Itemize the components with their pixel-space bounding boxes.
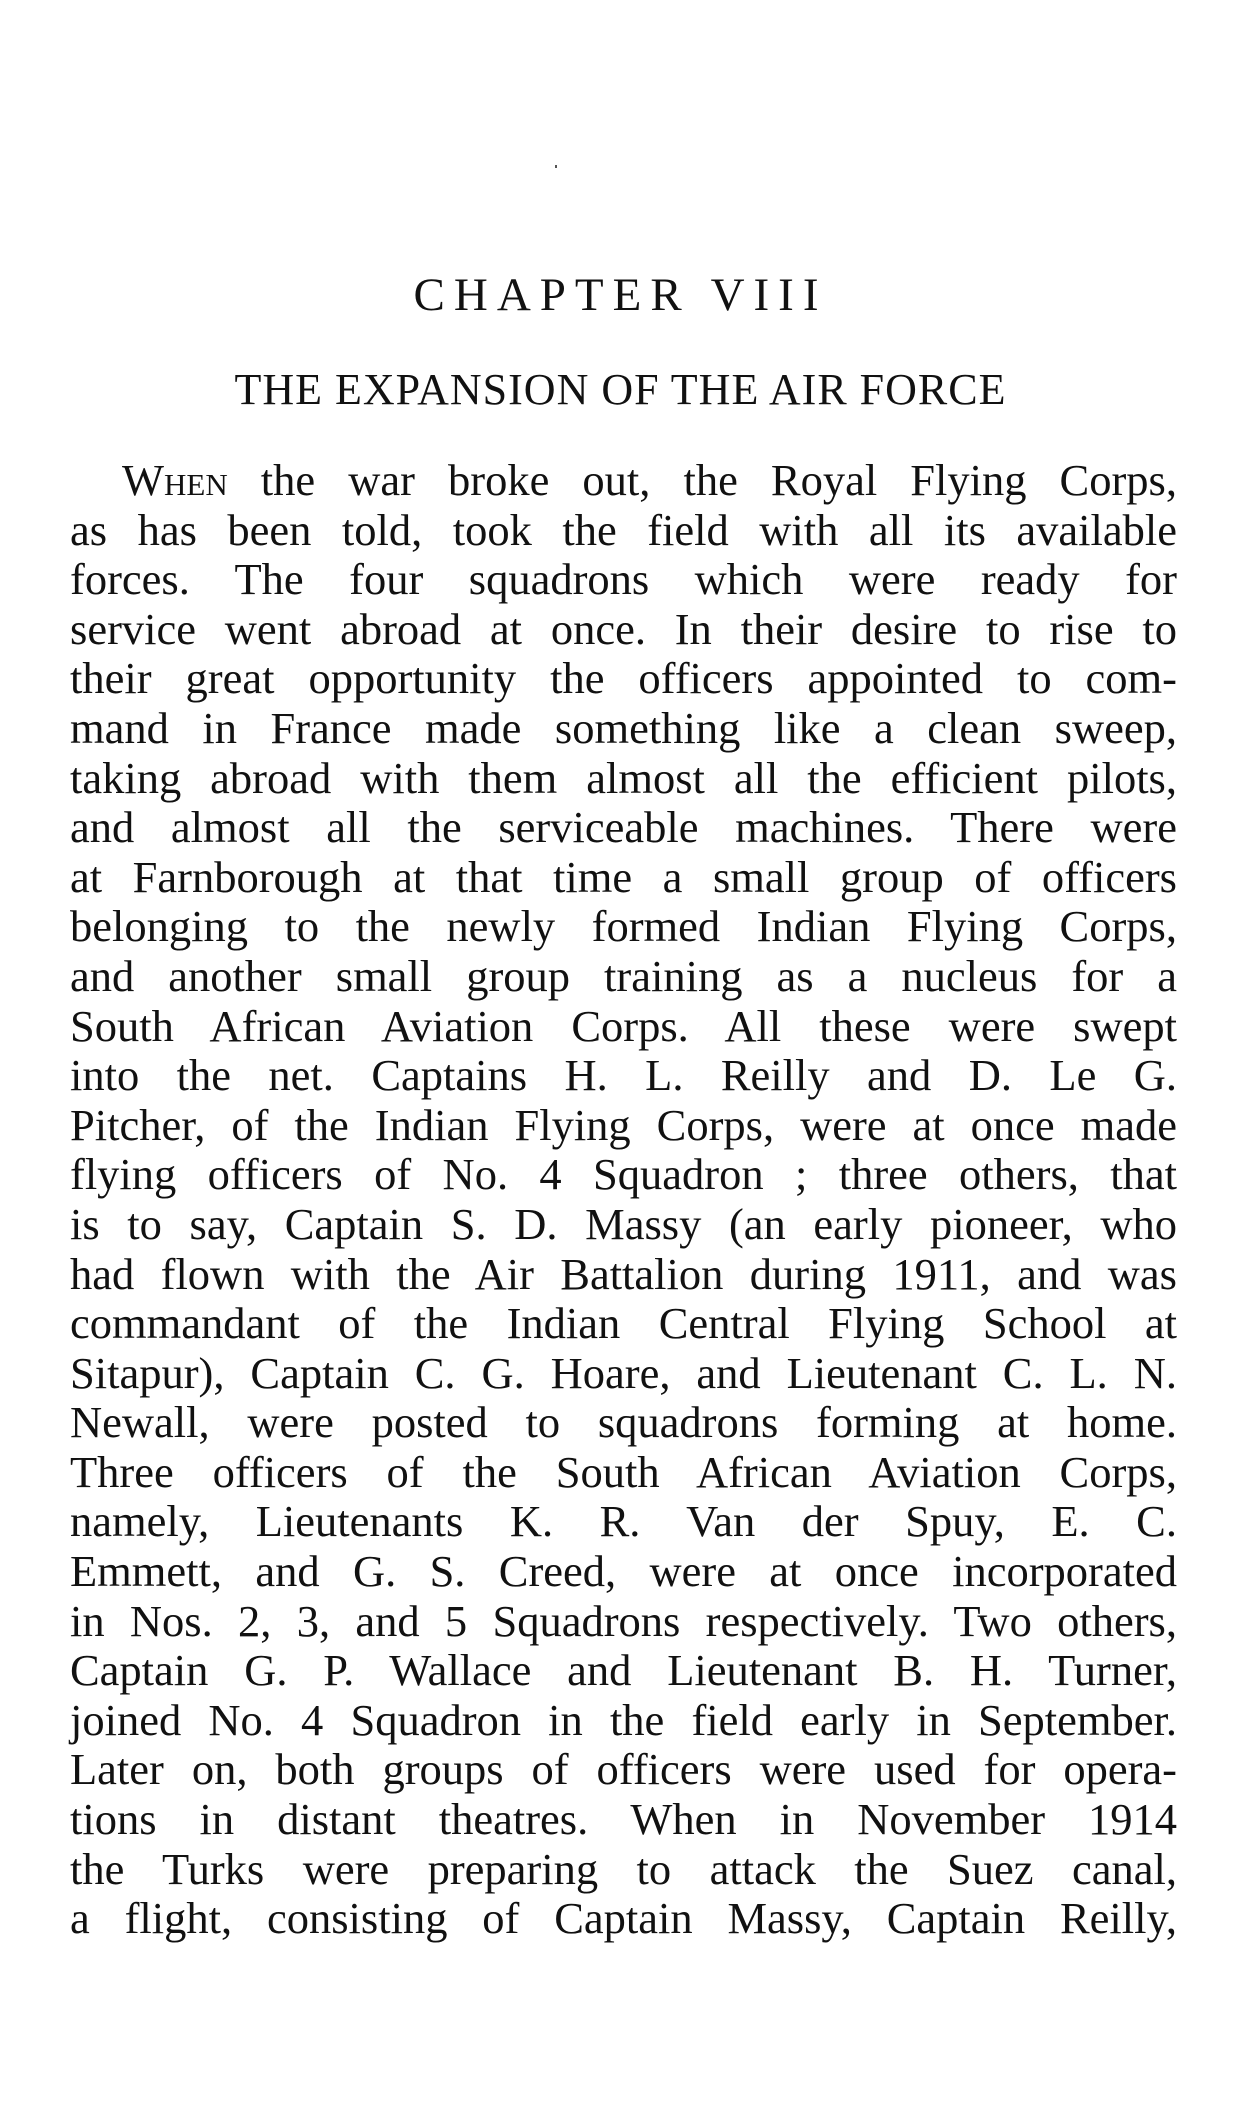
- text-line: flying officers of No. 4 Squadron ; three others, that: [70, 1149, 1177, 1200]
- drop-word: When: [122, 455, 228, 505]
- text-line: mand in France made something like a clean sweep,: [70, 702, 1177, 753]
- text-line: their great opportunity the officers appointed to com-: [70, 653, 1177, 704]
- text-line: at Farnborough at that time a small group of officers: [70, 851, 1177, 902]
- text-line: Captain G. P. Wallace and Lieutenant B. H. Turner,: [70, 1645, 1177, 1696]
- text-line: in Nos. 2, 3, and 5 Squadrons respectively. Two others,: [70, 1595, 1177, 1646]
- text-line: forces. The four squadrons which were ready for: [70, 554, 1177, 605]
- text-line: namely, Lieutenants K. R. Van der Spuy, E. C.: [70, 1496, 1177, 1547]
- text-line: service went abroad at once. In their desire to rise to: [70, 603, 1177, 654]
- text-line: tions in distant theatres. When in November 1914: [70, 1794, 1177, 1845]
- chapter-body-text: [70, 456, 1177, 1944]
- text-line: and another small group training as a nucleus for a: [70, 950, 1177, 1001]
- text-line-rest: the war broke out, the Royal Flying Corps,: [227, 455, 1177, 505]
- text-line: commandant of the Indian Central Flying School at: [70, 1298, 1177, 1349]
- text-line: joined No. 4 Squadron in the field early in September.: [70, 1694, 1177, 1745]
- text-line: Three officers of the South African Aviation Corps,: [70, 1446, 1177, 1497]
- text-line: taking abroad with them almost all the efficient pilots,: [70, 752, 1177, 803]
- text-line: a flight, consisting of Captain Massy, Captain Reilly,: [70, 1893, 1177, 1944]
- chapter-title: THE EXPANSION OF THE AIR FORCE: [234, 365, 1007, 414]
- text-line: South African Aviation Corps. All these were swept: [70, 1000, 1177, 1051]
- ink-speck: [555, 165, 557, 168]
- text-line: had flown with the Air Battalion during 1911, and was: [70, 1248, 1177, 1299]
- text-line: as has been told, took the field with all its available: [70, 504, 1177, 555]
- chapter-number: CHAPTER VIII: [413, 269, 828, 321]
- text-line: Pitcher, of the Indian Flying Corps, were at once made: [70, 1099, 1177, 1150]
- text-line: Emmett, and G. S. Creed, were at once incorporated: [70, 1546, 1177, 1597]
- text-line: Sitapur), Captain C. G. Hoare, and Lieutenant C. L. N.: [70, 1347, 1177, 1398]
- text-line: [70, 456, 1177, 506]
- text-line: belonging to the newly formed Indian Flying Corps,: [70, 901, 1177, 952]
- text-line: the Turks were preparing to attack the Suez canal,: [70, 1843, 1177, 1894]
- text-line: and almost all the serviceable machines. There were: [70, 802, 1177, 853]
- text-line: into the net. Captains H. L. Reilly and D. Le G.: [70, 1050, 1177, 1101]
- text-line: Later on, both groups of officers were used for opera-: [70, 1744, 1177, 1795]
- text-line: Newall, were posted to squadrons forming at home.: [70, 1397, 1177, 1448]
- text-line: is to say, Captain S. D. Massy (an early pioneer, who: [70, 1198, 1177, 1249]
